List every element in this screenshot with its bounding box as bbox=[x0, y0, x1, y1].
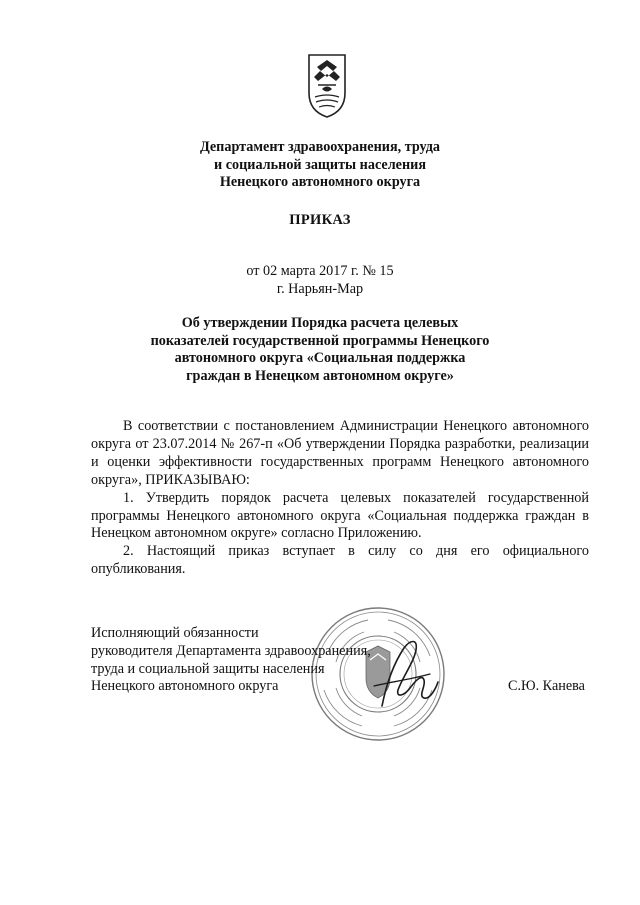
organization-name bbox=[0, 139, 640, 192]
position-line: Ненецкого автономного округа bbox=[91, 678, 279, 695]
organization-line: и социальной защиты населения bbox=[214, 156, 426, 173]
subject-line: Об утверждении Порядка расчета целевых bbox=[181, 315, 459, 331]
document-type-title: ПРИКАЗ bbox=[289, 212, 351, 228]
subject-line: показателей государственной программы Ненецкого bbox=[150, 332, 490, 349]
subject-line: граждан в Ненецком автономном округе» bbox=[186, 367, 454, 384]
position-line: Исполняющий обязанности bbox=[91, 625, 259, 641]
signatory-name: С.Ю. Канева bbox=[508, 678, 585, 694]
city: г. Нарьян-Мар bbox=[276, 281, 364, 297]
date-and-place bbox=[0, 262, 640, 298]
order-subject bbox=[0, 315, 640, 385]
organization-line: Департамент здравоохранения, труда bbox=[199, 139, 441, 155]
position-line: руководителя Департамента здравоохранения, bbox=[91, 642, 371, 659]
order-date-number: от 02 марта 2017 г. № 15 bbox=[246, 263, 394, 279]
preamble-paragraph: В соответствии с постановлением Администрации Ненецкого автономного округа от 23.07.2014 № 267-п «Об утверждении Порядка разработки, реализации и оценки эффективности государственных программ Ненецкого автономного округа», ПРИКАЗЫВАЮ: bbox=[91, 418, 589, 488]
order-item-1: 1. Утвердить порядок расчета целевых показателей государственной программы Ненецкого автономного округа «Социальная поддержка граждан в Ненецком автономном округе» согласно Приложению. bbox=[91, 489, 589, 542]
coat-of-arms-icon bbox=[306, 53, 348, 119]
position-line: труда и социальной защиты населения bbox=[91, 660, 325, 677]
signatory-position bbox=[91, 625, 371, 696]
organization-line: Ненецкого автономного округа bbox=[219, 174, 421, 190]
subject-line: автономного округа «Социальная поддержка bbox=[174, 350, 466, 367]
order-body bbox=[91, 418, 589, 579]
order-item-2: 2. Настоящий приказ вступает в силу со дня его официального опубликования. bbox=[91, 543, 589, 578]
